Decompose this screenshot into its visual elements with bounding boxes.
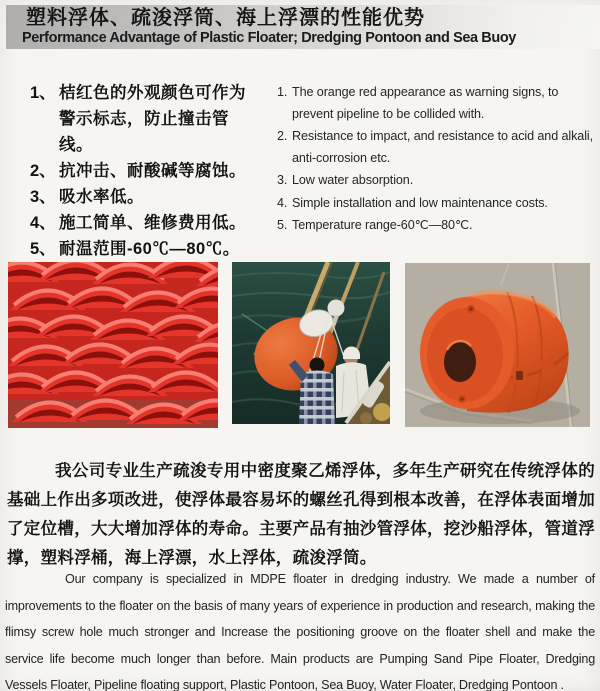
feature-list-chinese [30, 80, 280, 262]
photo-red-floater-halves [8, 262, 218, 428]
feature-en-2-number: 2. [277, 129, 288, 143]
feature-zh-3-text: 吸水率低。 [59, 188, 144, 206]
page-title-chinese: 塑料浮体、疏浚浮筒、海上浮漂的性能优势 [26, 7, 425, 29]
feature-zh-2-text: 抗冲击、耐酸碱等腐蚀。 [59, 162, 246, 180]
feature-en-4 [277, 193, 597, 215]
feature-zh-3-number: 3、 [30, 188, 56, 206]
feature-zh-4 [30, 210, 280, 236]
feature-en-5-text: Temperature range-60℃—80℃. [292, 218, 473, 232]
feature-zh-1 [30, 80, 280, 158]
feature-en-1-text: The orange red appearance as warning signs, to prevent pipeline to be collided with. [292, 85, 559, 121]
red-floaters-image [8, 262, 218, 428]
photo-sea-buoy-deployment [232, 262, 390, 424]
feature-zh-1-number: 1、 [30, 84, 56, 102]
feature-en-5 [277, 215, 597, 237]
feature-zh-3 [30, 184, 280, 210]
feature-zh-1-text: 桔红色的外观颜色可作为警示标志，防止撞击管线。 [59, 84, 246, 154]
feature-en-5-number: 5. [277, 218, 288, 232]
photo-orange-pipe-floater [405, 263, 590, 427]
feature-list-english [277, 82, 597, 238]
feature-en-4-text: Simple installation and low maintenance costs. [292, 195, 548, 210]
page-title-english: Performance Advantage of Plastic Floater; Dredging Pontoon and Sea Buoy [22, 30, 516, 46]
feature-zh-2-number: 2、 [30, 162, 56, 180]
pipe-floater-image [405, 263, 590, 427]
feature-en-2 [277, 126, 597, 169]
feature-en-3-number: 3. [277, 173, 288, 187]
feature-zh-5-text: 耐温范围-60℃—80℃。 [59, 240, 240, 258]
feature-en-1-number: 1. [277, 85, 288, 99]
sea-buoy-image [232, 262, 390, 424]
feature-en-3 [277, 170, 597, 192]
feature-en-1 [277, 82, 597, 125]
feature-zh-5-number: 5、 [30, 240, 56, 258]
title-bar [6, 5, 600, 49]
feature-zh-2 [30, 158, 280, 184]
feature-zh-4-number: 4、 [30, 214, 56, 232]
feature-en-2-text: Resistance to impact, and resistance to acid and alkali, anti-corrosion etc. [292, 129, 594, 165]
feature-en-3-text: Low water absorption. [292, 173, 414, 187]
company-description-english: Our company is specialized in MDPE floater in dredging industry. We made a number of improvements to the floater on the basis of many years of experience in production and research, making the flimsy screw hole much stronger and Increase the positioning groove on the floater shell and make the service life become much longer than before. Main products are Pumping Sand Pipe Floater, Dredging Vessels Floater, Pipeline floating support, Plastic Pontoon, Sea Buoy, Water Floater, Dredging Pontoon . [5, 572, 595, 691]
feature-en-4-number: 4. [277, 195, 288, 210]
feature-zh-5 [30, 236, 280, 262]
company-description-chinese: 我公司专业生产疏浚专用中密度聚乙烯浮体，多年生产研究在传统浮体的基础上作出多项改进，使浮体最容易坏的螺丝孔得到根本改善，在浮体表面增加了定位槽，大大增加浮体的寿命。主要产品有抽沙管浮体，挖沙船浮体，管道浮撑，塑料浮桶，海上浮漂，水上浮体，疏浚浮筒。 [7, 462, 595, 567]
feature-zh-4-text: 施工简单、维修费用低。 [59, 214, 246, 232]
